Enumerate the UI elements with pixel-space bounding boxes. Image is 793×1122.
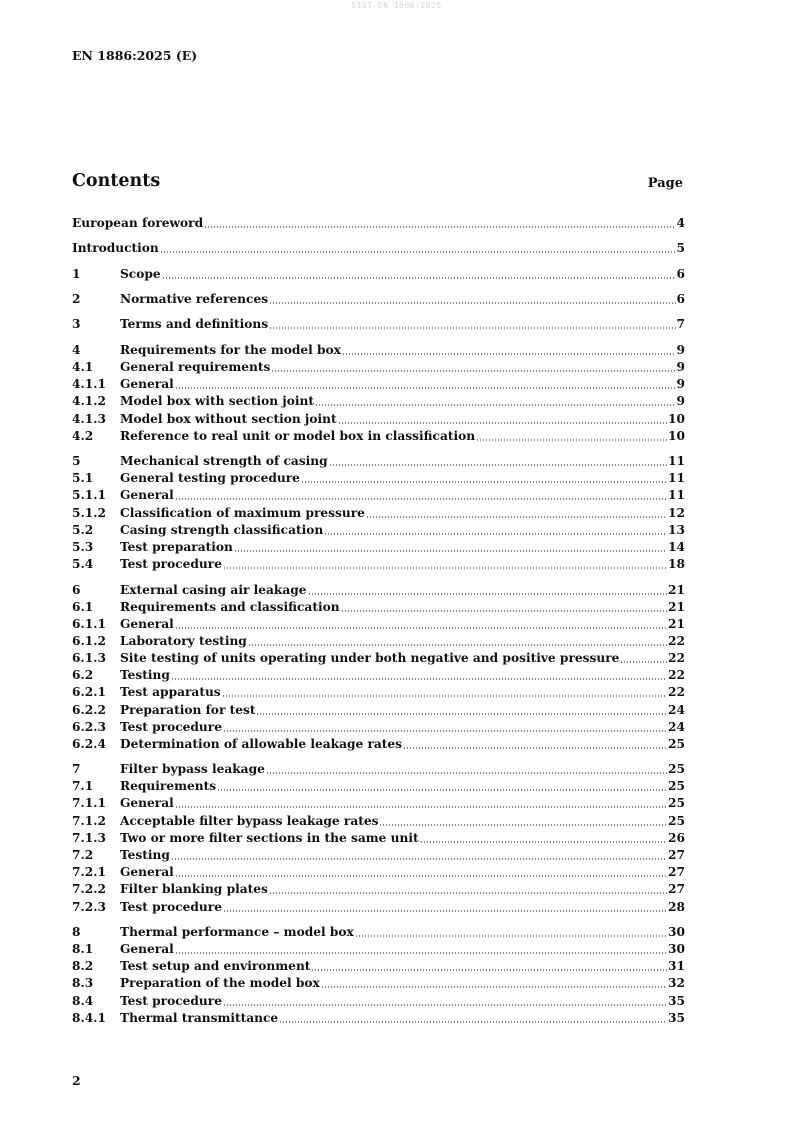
toc-entry-number: 5.1.1 xyxy=(72,488,106,502)
toc-entry-title: Mechanical strength of casing xyxy=(120,454,328,468)
toc-entry-page: 10 xyxy=(668,412,685,426)
toc-dot-leader xyxy=(223,910,667,912)
toc-dot-leader xyxy=(160,251,676,253)
toc-dot-leader xyxy=(366,516,667,518)
toc-entry-number: 7 xyxy=(72,762,81,776)
toc-entry-number: 7.2.1 xyxy=(72,865,106,879)
contents-heading: Contents xyxy=(72,171,161,191)
toc-dot-leader xyxy=(162,277,676,279)
toc-entry[interactable] xyxy=(72,215,685,232)
toc-entry-page: 22 xyxy=(668,634,685,648)
toc-entry[interactable] xyxy=(72,684,685,701)
toc-entry[interactable] xyxy=(72,266,685,283)
toc-entry-number: 8.4.1 xyxy=(72,1011,106,1025)
toc-entry[interactable] xyxy=(72,393,685,410)
page-column-heading: Page xyxy=(647,176,683,191)
toc-entry-title: Requirements for the model box xyxy=(120,343,341,357)
toc-entry-title: Acceptable filter bypass leakage rates xyxy=(120,814,379,828)
toc-entry-page: 9 xyxy=(676,377,685,391)
toc-dot-leader xyxy=(269,327,675,329)
toc-dot-leader xyxy=(301,481,667,483)
toc-entry-title: Test procedure xyxy=(120,900,222,914)
toc-entry-title: General requirements xyxy=(120,360,271,374)
toc-entry-title: Test procedure xyxy=(120,557,222,571)
toc-entry-title: Preparation for test xyxy=(120,703,256,717)
toc-entry-page: 11 xyxy=(668,471,685,485)
toc-entry-number: 6.2.3 xyxy=(72,720,106,734)
toc-entry-number: 4.2 xyxy=(72,429,94,443)
toc-entry-title: Filter blanking plates xyxy=(120,882,268,896)
toc-entry-page: 9 xyxy=(676,360,685,374)
toc-dot-leader xyxy=(355,935,667,937)
toc-entry-page: 25 xyxy=(668,737,685,751)
toc-dot-leader xyxy=(341,610,667,612)
toc-entry-title: General xyxy=(120,865,174,879)
toc-entry-page: 4 xyxy=(676,216,685,230)
toc-dot-leader xyxy=(329,464,667,466)
toc-entry-title: Test apparatus xyxy=(120,685,221,699)
toc-entry[interactable] xyxy=(72,522,685,539)
toc-entry-title: Casing strength classification xyxy=(120,523,324,537)
toc-dot-leader xyxy=(175,627,667,629)
toc-entry-number: 6.1.2 xyxy=(72,634,106,648)
toc-entry-number: 5.4 xyxy=(72,557,94,571)
toc-entry-page: 9 xyxy=(676,343,685,357)
toc-entry-title: Thermal performance – model box xyxy=(120,925,354,939)
toc-entry-title: Preparation of the model box xyxy=(120,976,320,990)
toc-entry[interactable] xyxy=(72,1010,685,1027)
toc-dot-leader xyxy=(321,986,667,988)
toc-entry-title: General xyxy=(120,796,174,810)
toc-entry[interactable] xyxy=(72,830,685,847)
toc-entry[interactable] xyxy=(72,539,685,556)
toc-entry-number: 7.1.3 xyxy=(72,831,106,845)
toc-entry[interactable] xyxy=(72,993,685,1010)
toc-entry-page: 5 xyxy=(676,241,685,255)
toc-entry-number: 8.2 xyxy=(72,959,94,973)
toc-entry-page: 21 xyxy=(668,600,685,614)
toc-entry[interactable] xyxy=(72,719,685,736)
toc-entry-number: 1 xyxy=(72,267,81,281)
toc-entry-number: 7.1.2 xyxy=(72,814,106,828)
toc-entry[interactable] xyxy=(72,487,685,504)
toc-entry-page: 22 xyxy=(668,651,685,665)
toc-entry[interactable] xyxy=(72,847,685,864)
toc-entry-title: Determination of allowable leakage rates xyxy=(120,737,403,751)
toc-dot-leader xyxy=(175,875,667,877)
footer-page-number: 2 xyxy=(72,1073,81,1088)
toc-entry[interactable] xyxy=(72,975,685,992)
toc-entry[interactable] xyxy=(72,667,685,684)
toc-entry-page: 26 xyxy=(668,831,685,845)
watermark-text: SIST EN 1886:2025 xyxy=(351,1,442,10)
toc-entry[interactable] xyxy=(72,316,685,333)
toc-dot-leader xyxy=(271,370,675,372)
toc-entry-number: 4.1 xyxy=(72,360,94,374)
toc-dot-leader xyxy=(342,353,676,355)
toc-entry-number: 4.1.3 xyxy=(72,412,106,426)
toc-entry-title: General xyxy=(120,942,174,956)
toc-entry-number: 6.1.1 xyxy=(72,617,106,631)
toc-entry-number: 7.2.3 xyxy=(72,900,106,914)
toc-entry-number: 6.2.4 xyxy=(72,737,106,751)
toc-entry-number: 6.1.3 xyxy=(72,651,106,665)
toc-dot-leader xyxy=(175,387,676,389)
toc-dot-leader xyxy=(175,952,667,954)
toc-dot-leader xyxy=(476,439,667,441)
toc-dot-leader xyxy=(223,1004,667,1006)
toc-dot-leader xyxy=(223,567,667,569)
toc-entry-number: 7.1.1 xyxy=(72,796,106,810)
toc-entry-page: 25 xyxy=(668,762,685,776)
toc-entry[interactable] xyxy=(72,941,685,958)
toc-entry-page: 21 xyxy=(668,583,685,597)
toc-entry-page: 21 xyxy=(668,617,685,631)
toc-entry-page: 10 xyxy=(668,429,685,443)
toc-entry[interactable] xyxy=(72,881,685,898)
toc-entry-page: 12 xyxy=(668,506,685,520)
toc-entry-page: 35 xyxy=(668,1011,685,1025)
toc-entry-title: Requirements xyxy=(120,779,217,793)
toc-entry-title: Reference to real unit or model box in classification xyxy=(120,429,476,443)
toc-dot-leader xyxy=(217,789,667,791)
toc-entry[interactable] xyxy=(72,428,685,445)
toc-entry-page: 28 xyxy=(668,900,685,914)
toc-entry-page: 27 xyxy=(668,865,685,879)
toc-entry-number: 4.1.1 xyxy=(72,377,106,391)
toc-dot-leader xyxy=(256,713,667,715)
toc-entry-number: 8.3 xyxy=(72,976,94,990)
toc-entry-number: 5.2 xyxy=(72,523,94,537)
toc-dot-leader xyxy=(234,550,667,552)
toc-dot-leader xyxy=(279,1021,667,1023)
toc-entry-number: 4 xyxy=(72,343,81,357)
toc-dot-leader xyxy=(266,772,667,774)
toc-entry-number: 5 xyxy=(72,454,81,468)
toc-entry-title: Test setup and environment xyxy=(120,959,311,973)
toc-entry[interactable] xyxy=(72,795,685,812)
toc-dot-leader xyxy=(308,593,668,595)
toc-entry-page: 14 xyxy=(668,540,685,554)
toc-entry[interactable] xyxy=(72,778,685,795)
toc-entry-page: 27 xyxy=(668,882,685,896)
toc-entry[interactable] xyxy=(72,702,685,719)
toc-entry-page: 30 xyxy=(668,942,685,956)
toc-entry-page: 6 xyxy=(676,292,685,306)
toc-entry-title: Site testing of units operating under both negative and positive pressure xyxy=(120,651,620,665)
toc-entry-title: General xyxy=(120,617,174,631)
toc-entry-title: European foreword xyxy=(72,216,204,230)
toc-entry-page: 25 xyxy=(668,779,685,793)
toc-entry[interactable] xyxy=(72,376,685,393)
toc-entry-title: Test preparation xyxy=(120,540,233,554)
toc-entry[interactable] xyxy=(72,813,685,830)
toc-entry-title: External casing air leakage xyxy=(120,583,307,597)
toc-entry[interactable] xyxy=(72,736,685,753)
toc-entry-number: 6.2.1 xyxy=(72,685,106,699)
document-id-header: EN 1886:2025 (E) xyxy=(72,48,198,63)
toc-entry-page: 31 xyxy=(668,959,685,973)
toc-dot-leader xyxy=(222,695,667,697)
toc-entry-title: General testing procedure xyxy=(120,471,300,485)
toc-dot-leader xyxy=(338,422,667,424)
toc-dot-leader xyxy=(223,730,667,732)
toc-entry[interactable] xyxy=(72,240,685,257)
toc-entry[interactable] xyxy=(72,924,685,941)
toc-dot-leader xyxy=(379,824,667,826)
toc-entry[interactable] xyxy=(72,650,685,667)
toc-entry-page: 35 xyxy=(668,994,685,1008)
toc-entry-page: 11 xyxy=(668,488,685,502)
toc-entry-number: 2 xyxy=(72,292,81,306)
toc-dot-leader xyxy=(403,747,667,749)
toc-entry-page: 27 xyxy=(668,848,685,862)
toc-entry[interactable] xyxy=(72,582,685,599)
toc-entry[interactable] xyxy=(72,633,685,650)
toc-entry-number: 3 xyxy=(72,317,81,331)
toc-entry[interactable] xyxy=(72,342,685,359)
toc-dot-leader xyxy=(311,969,667,971)
toc-entry-title: Classification of maximum pressure xyxy=(120,506,365,520)
toc-entry-number: 6 xyxy=(72,583,81,597)
toc-entry-page: 22 xyxy=(668,668,685,682)
toc-entry-title: Filter bypass leakage xyxy=(120,762,265,776)
toc-entry-title: Laboratory testing xyxy=(120,634,247,648)
toc-dot-leader xyxy=(269,892,667,894)
toc-entry[interactable] xyxy=(72,958,685,975)
toc-entry-title: Introduction xyxy=(72,241,159,255)
toc-entry-page: 11 xyxy=(668,454,685,468)
toc-entry-page: 7 xyxy=(676,317,685,331)
toc-entry-number: 6.2.2 xyxy=(72,703,106,717)
toc-entry-page: 30 xyxy=(668,925,685,939)
toc-entry-number: 6.2 xyxy=(72,668,94,682)
toc-dot-leader xyxy=(171,678,667,680)
toc-entry[interactable] xyxy=(72,556,685,573)
toc-entry-page: 13 xyxy=(668,523,685,537)
toc-entry[interactable] xyxy=(72,470,685,487)
toc-entry-title: General xyxy=(120,377,174,391)
toc-entry-number: 4.1.2 xyxy=(72,394,106,408)
toc-entry-number: 5.3 xyxy=(72,540,94,554)
toc-entry-number: 6.1 xyxy=(72,600,94,614)
toc-entry-page: 18 xyxy=(668,557,685,571)
toc-dot-leader xyxy=(269,302,675,304)
toc-dot-leader xyxy=(620,661,667,663)
toc-dot-leader xyxy=(324,533,667,535)
toc-entry[interactable] xyxy=(72,505,685,522)
toc-entry-page: 25 xyxy=(668,796,685,810)
toc-entry-page: 22 xyxy=(668,685,685,699)
toc-entry-title: Test procedure xyxy=(120,720,222,734)
toc-dot-leader xyxy=(175,498,667,500)
toc-entry[interactable] xyxy=(72,599,685,616)
toc-entry[interactable] xyxy=(72,359,685,376)
toc-entry[interactable] xyxy=(72,411,685,428)
toc-entry-number: 5.1 xyxy=(72,471,94,485)
toc-dot-leader xyxy=(175,806,667,808)
toc-entry-title: Test procedure xyxy=(120,994,222,1008)
toc-entry-number: 7.1 xyxy=(72,779,94,793)
toc-entry-title: Model box with section joint xyxy=(120,394,314,408)
toc-entry-number: 5.1.2 xyxy=(72,506,106,520)
toc-entry-title: General xyxy=(120,488,174,502)
toc-entry-title: Testing xyxy=(120,848,170,862)
toc-entry-title: Terms and definitions xyxy=(120,317,269,331)
toc-entry-number: 8 xyxy=(72,925,81,939)
toc-entry[interactable] xyxy=(72,616,685,633)
toc-dot-leader xyxy=(204,226,675,228)
toc-entry-number: 8.4 xyxy=(72,994,94,1008)
toc-entry-number: 7.2.2 xyxy=(72,882,106,896)
toc-entry-title: Normative references xyxy=(120,292,269,306)
toc-entry-title: Testing xyxy=(120,668,170,682)
toc-entry-title: Scope xyxy=(120,267,161,281)
toc-entry-number: 8.1 xyxy=(72,942,94,956)
toc-dot-leader xyxy=(420,841,667,843)
toc-entry-number: 7.2 xyxy=(72,848,94,862)
toc-entry[interactable] xyxy=(72,291,685,308)
toc-entry-title: Requirements and classification xyxy=(120,600,340,614)
toc-entry-page: 32 xyxy=(668,976,685,990)
toc-dot-leader xyxy=(248,644,667,646)
toc-entry-page: 24 xyxy=(668,703,685,717)
toc-entry-page: 9 xyxy=(676,394,685,408)
toc-entry[interactable] xyxy=(72,761,685,778)
toc-entry-title: Two or more filter sections in the same unit xyxy=(120,831,419,845)
toc-dot-leader xyxy=(315,404,676,406)
toc-entry[interactable] xyxy=(72,899,685,916)
toc-entry[interactable] xyxy=(72,864,685,881)
toc-entry-page: 6 xyxy=(676,267,685,281)
toc-dot-leader xyxy=(171,858,667,860)
toc-entry-title: Model box without section joint xyxy=(120,412,337,426)
toc-entry-page: 25 xyxy=(668,814,685,828)
toc-entry-page: 24 xyxy=(668,720,685,734)
toc-entry[interactable] xyxy=(72,453,685,470)
toc-entry-title: Thermal transmittance xyxy=(120,1011,279,1025)
